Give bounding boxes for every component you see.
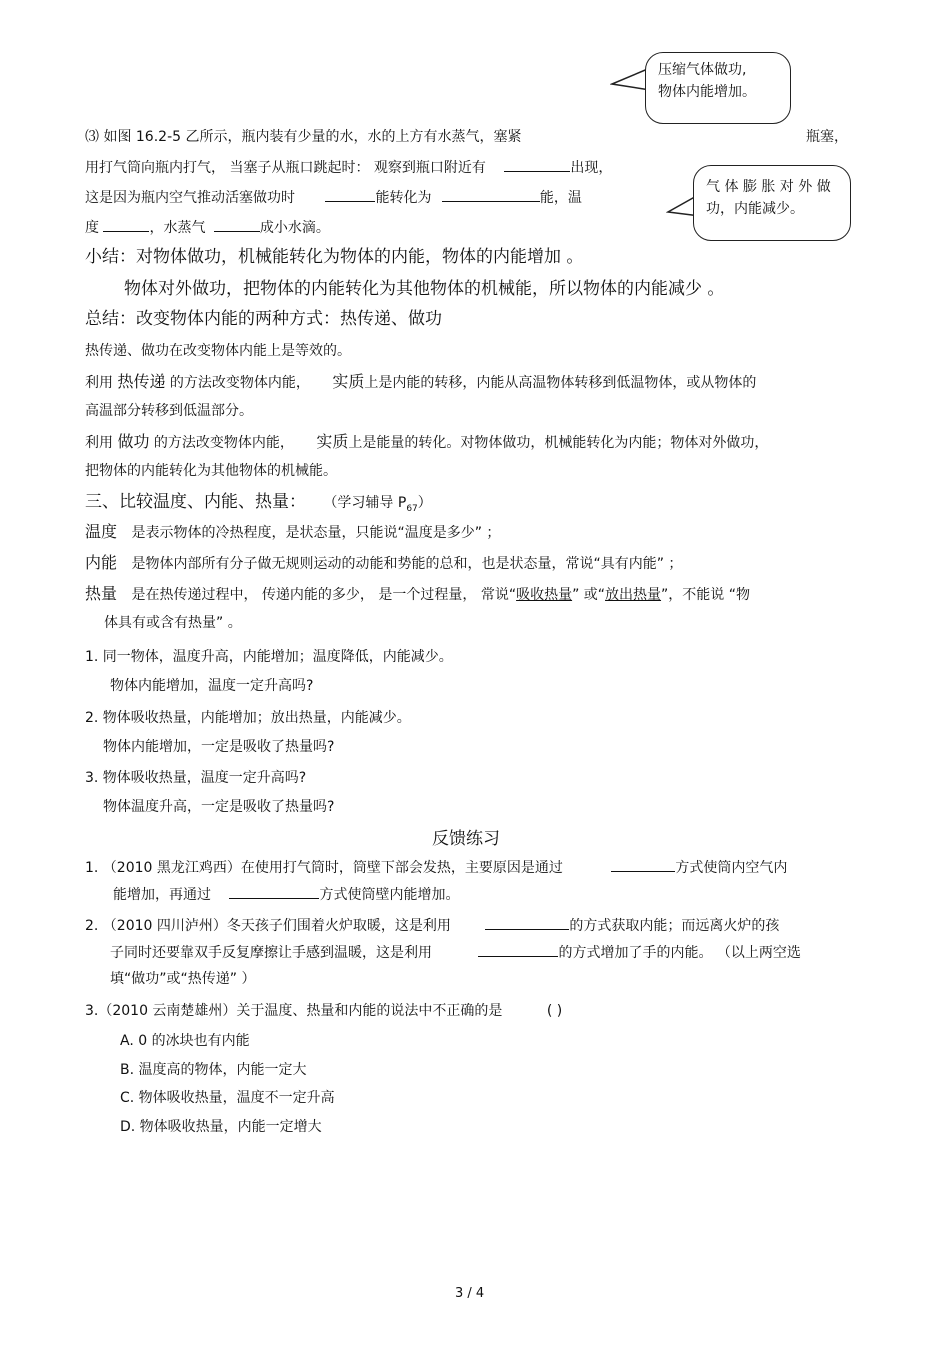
text: ，水蒸气 [149,220,206,236]
ref-text: （学习辅导 P [323,495,407,511]
text: ” 或“ [572,587,606,603]
text: 1. （2010 黑龙江鸡西）在使用打气筒时，筒壁下部会发热，主要原因是通过 [85,860,563,876]
option-a: A. 0 的冰块也有内能 [120,1033,250,1049]
summary-line2: 物体对外做功，把物体的内能转化为其他物体的机械能，所以物体的内能减少 。 [124,279,725,299]
term-essence: 实质 [332,372,365,391]
text: 能增加，再通过 [113,887,211,903]
fill-blank[interactable] [103,217,149,232]
answer-paren[interactable]: ( ) [546,1003,563,1019]
part3-line4 [85,217,330,238]
text: 成小水滴。 [259,220,330,236]
fill-blank[interactable] [504,157,570,172]
fill-blank[interactable] [229,884,319,899]
callout-expand-line2: 功，内能减少。 [706,201,804,217]
term-internal-energy: 内能 [85,553,118,572]
text: 度 [85,220,99,236]
summary-line6: 高温部分转移到低温部分。 [85,403,253,419]
feedback-q1-line2 [113,884,459,905]
summary-line8: 把物体的内能转化为其他物体的机械能。 [85,463,337,479]
text: 3.（2010 云南楚雄州）关于温度、热量和内能的说法中不正确的是 [85,1003,503,1019]
def-heat [85,583,750,605]
text: 的方法改变物体内能， [153,435,294,451]
fill-blank[interactable] [442,187,540,202]
text: 方式使筒内空气内 [675,860,788,876]
option-c: C. 物体吸收热量，温度不一定升高 [120,1090,335,1106]
question-2-b: 物体内能增加，一定是吸收了热量吗? [103,739,335,755]
option-b: B. 温度高的物体，内能一定大 [120,1062,307,1078]
part3-line2 [85,157,612,178]
heading-text: 三、比较温度、内能、热量： [85,492,306,512]
fill-blank[interactable] [485,915,569,930]
summary-line7 [85,431,768,453]
text: ”，不能说 “物 [661,587,751,603]
feedback-q3 [85,1001,562,1021]
term-temperature: 温度 [85,522,118,541]
part3-line1-end: 瓶塞， [806,129,848,145]
text: ⑶ 如图 16.2-5 乙所示，瓶内装有少量的水，水的上方有水蒸气，塞紧 [85,129,522,145]
callout-expand [693,165,851,241]
fill-blank[interactable] [478,942,558,957]
callout-compress-line1: 压缩气体做功, [658,62,747,78]
summary-line1: 小结：对物体做功，机械能转化为物体的内能，物体的内能增加 。 [85,247,584,267]
question-1-b: 物体内能增加，温度一定升高吗? [110,678,314,694]
def-temperature [85,521,500,543]
question-3-a: 3. 物体吸收热量，温度一定升高吗? [85,770,307,786]
text: 上是能量的转化。对物体做功，机械能转化为内能；物体对外做功， [348,435,769,451]
feedback-title: 反馈练习 [432,829,500,849]
term-heat: 热量 [85,584,118,603]
fill-blank[interactable] [325,187,375,202]
def-internal-energy [85,552,682,574]
text: 的方式获取内能；而远离火炉的孩 [569,918,780,934]
part3-line3 [85,187,582,208]
term-work: 做功 [117,432,150,451]
fill-blank[interactable] [611,857,675,872]
part3-line1 [85,127,521,147]
summary-line4: 热传递、做功在改变物体内能上是等效的。 [85,343,351,359]
text: 能转化为 [375,190,432,206]
text: 的方法改变物体内能， [169,375,310,391]
underlined-absorb-heat: 吸收热量 [516,587,573,603]
feedback-q2-line3: 填“做功”或“热传递” ） [110,971,256,987]
question-3-b: 物体温度升高，一定是吸收了热量吗? [103,799,335,815]
text: 出现， [570,160,613,176]
page-number: 3 / 4 [455,1286,485,1301]
text: 2. （2010 四川泸州）冬天孩子们围着火炉取暖，这是利用 [85,918,451,934]
option-d: D. 物体吸收热量，内能一定增大 [120,1119,322,1135]
callout-expand-line1: 气 体 膨 胀 对 外 做 [706,179,831,195]
text: 的方式增加了手的内能。 （以上两空选 [558,945,801,961]
text: 是在热传递过程中， 传递内能的多少， 是一个过程量， 常说“ [131,587,517,603]
text: 子同时还要靠双手反复摩擦让手感到温暖，这是利用 [110,945,432,961]
fill-blank[interactable] [214,217,260,232]
callout-compress [645,52,791,124]
callout-compress-line2: 物体内能增加。 [658,84,756,100]
term-heat-transfer: 热传递 [117,372,166,391]
text: 方式使筒壁内能增加。 [319,887,460,903]
feedback-q2-line1 [85,915,779,936]
feedback-q2-line2 [110,942,801,963]
text: 上是内能的转移，内能从高温物体转移到低温物体，或从物体的 [364,375,757,391]
text: 用打气筒向瓶内打气， 当塞子从瓶口跳起时： 观察到瓶口附近有 [85,160,486,176]
summary-line5 [85,371,756,393]
text: 能，温 [539,190,582,206]
text: 利用 [85,375,113,391]
text: 利用 [85,435,113,451]
ref-page: 67 [406,503,418,514]
question-2-a: 2. 物体吸收热量，内能增加；放出热量，内能减少。 [85,710,411,726]
underlined-release-heat: 放出热量 [605,587,662,603]
text: 是物体内部所有分子做无规则运动的动能和势能的总和，也是状态量，常说“具有内能” ； [131,556,683,572]
text: 是表示物体的冷热程度，是状态量，只能说“温度是多少” ； [131,525,501,541]
def-heat-cont: 体具有或含有热量” 。 [104,615,242,631]
ref-end: ） [417,495,432,511]
section3-heading [85,490,432,521]
term-essence: 实质 [316,432,349,451]
text: 这是因为瓶内空气推动活塞做功时 [85,190,295,206]
reference [323,495,432,514]
feedback-q1-line1 [85,857,787,878]
summary-line3: 总结：改变物体内能的两种方式：热传递、做功 [85,309,442,329]
question-1-a: 1. 同一物体，温度升高，内能增加；温度降低，内能减少。 [85,649,453,665]
